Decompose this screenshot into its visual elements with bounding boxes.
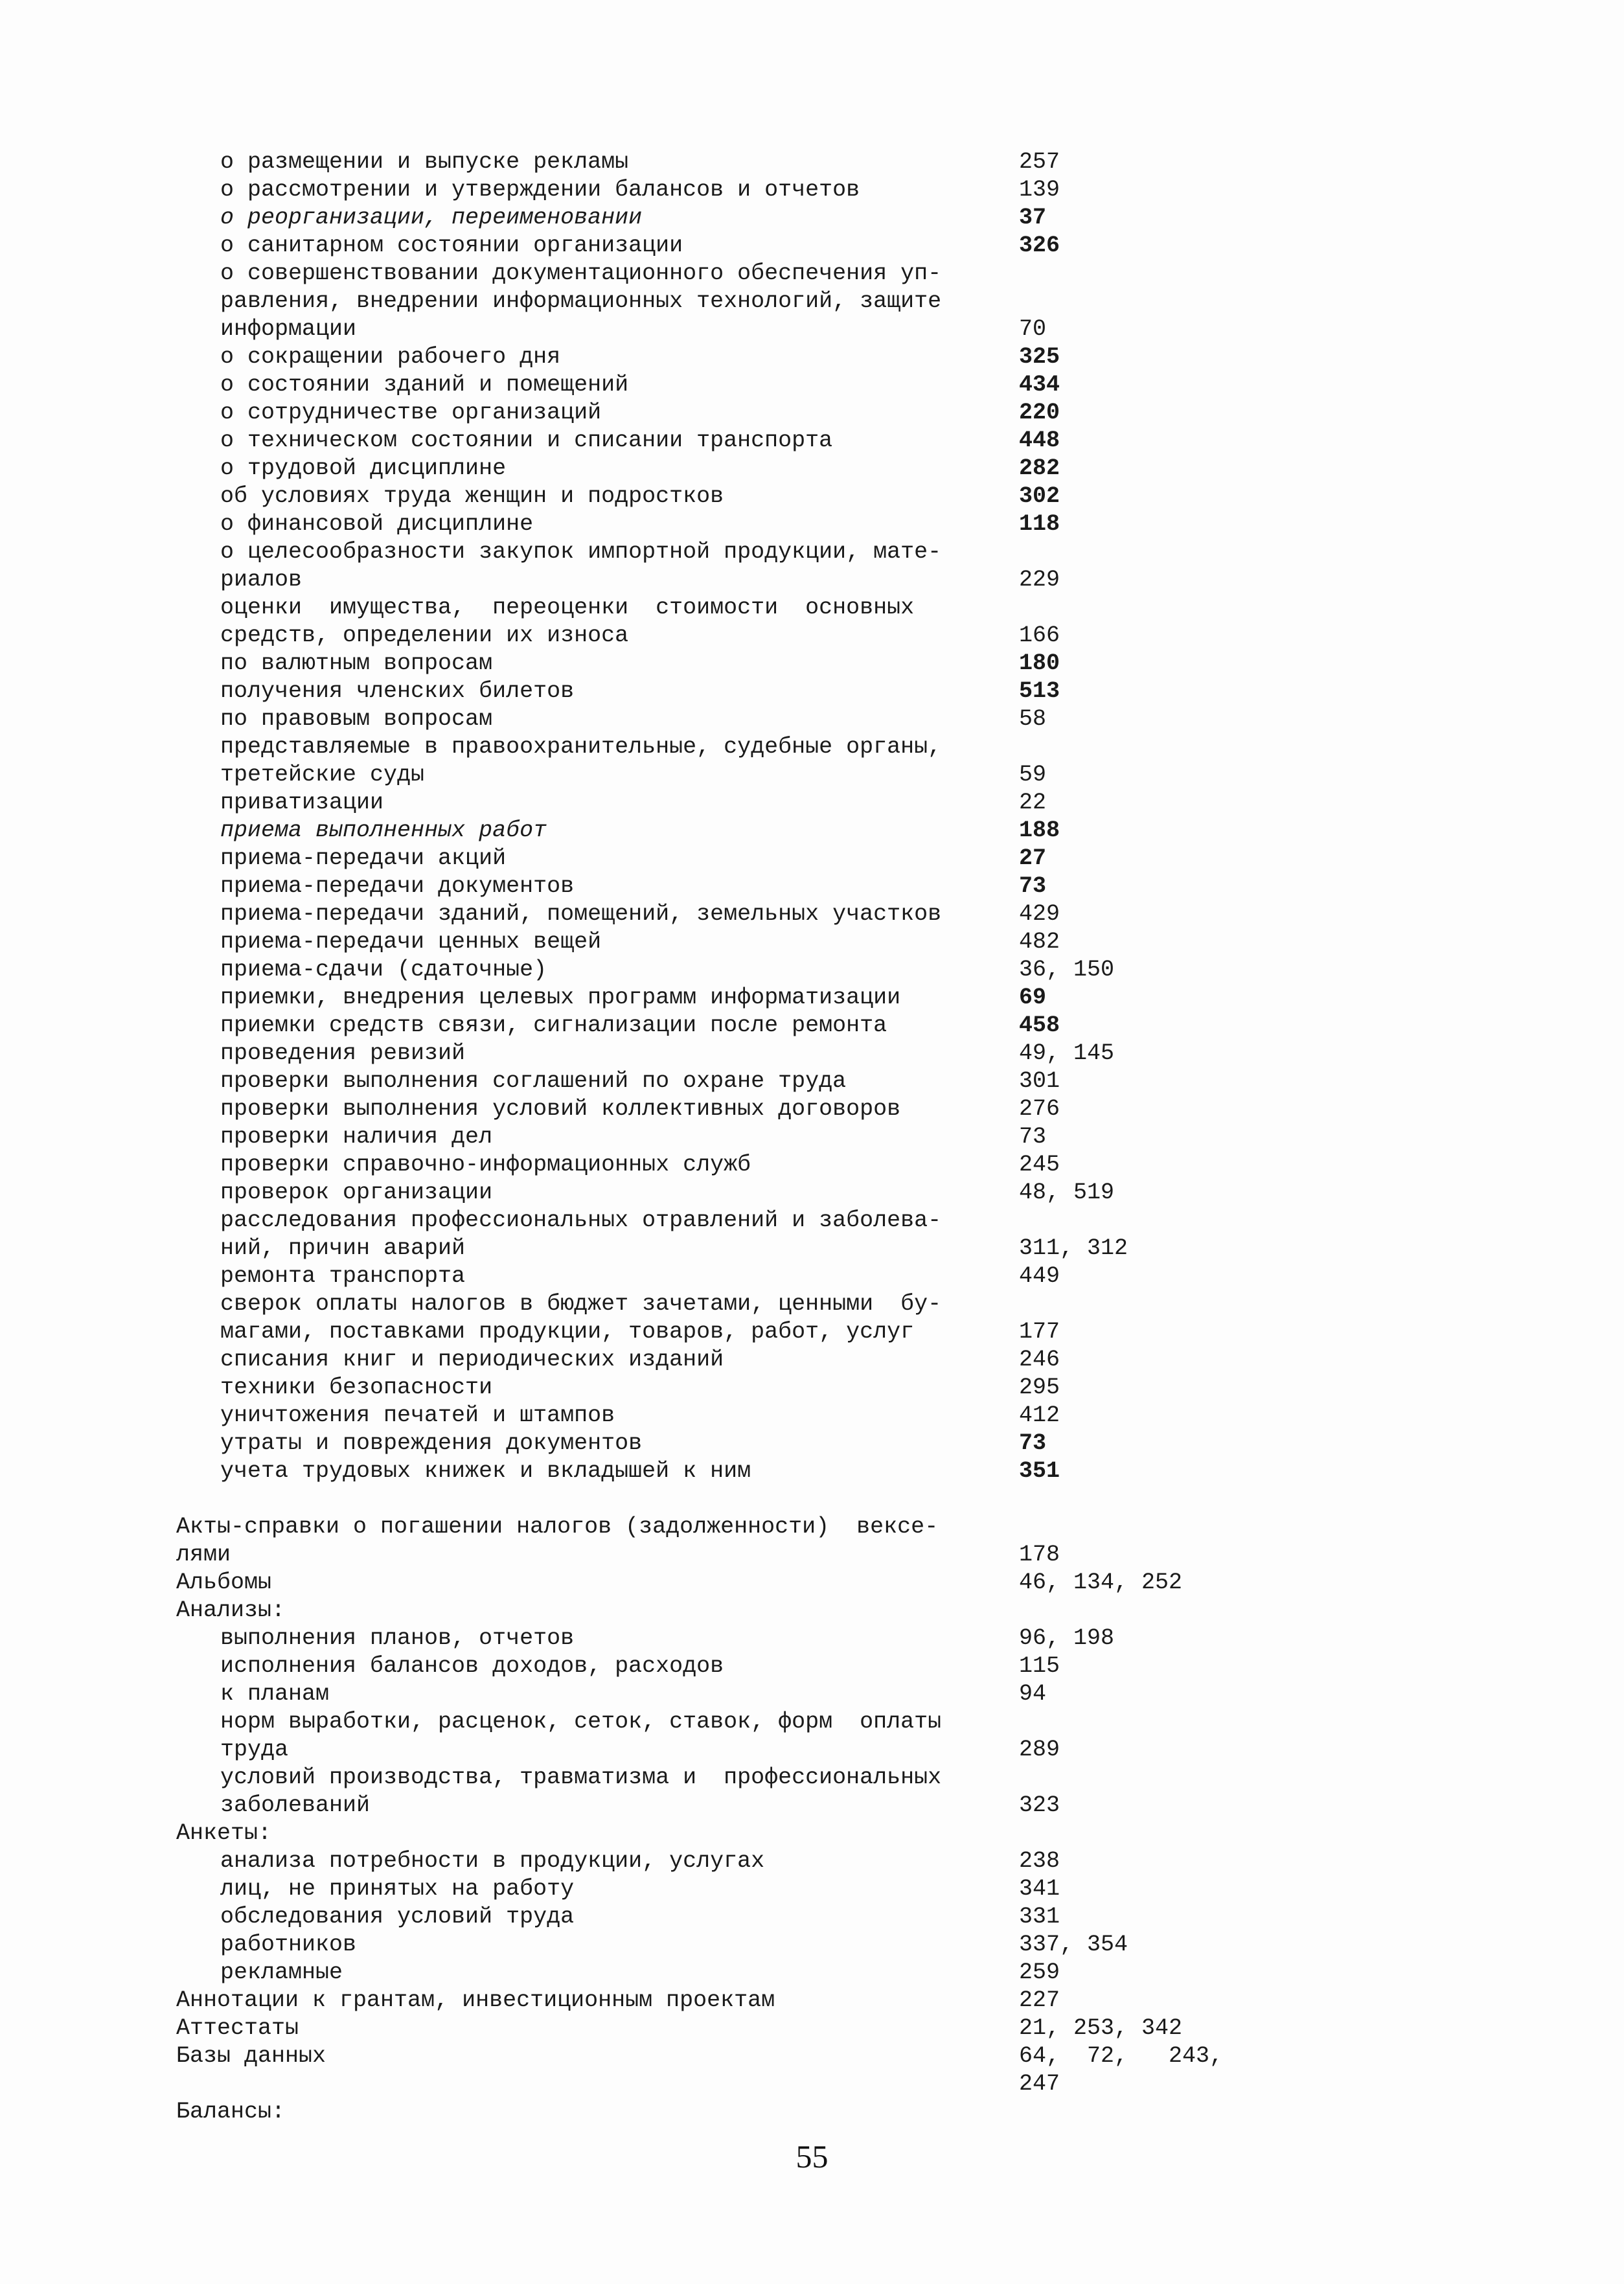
entry-pages: 27 <box>1019 845 1047 871</box>
entry-pages: 412 <box>1019 1402 1060 1428</box>
entry-term: условий производства, травматизма и профессиональных <box>220 1764 942 1790</box>
entry-pages: 351 <box>1019 1458 1060 1484</box>
entry-term: по валютным вопросам <box>220 650 493 676</box>
entry-pages: 326 <box>1019 233 1060 258</box>
entry-term: проверки выполнения условий коллективных договоров <box>220 1096 901 1122</box>
entry-term: о техническом состоянии и списании транспорта <box>220 428 833 453</box>
entry-pages: 37 <box>1019 205 1047 231</box>
entry-pages: 188 <box>1019 817 1060 843</box>
entry-term: о финансовой дисциплине <box>220 511 534 537</box>
entry-pages: 70 <box>1019 316 1047 342</box>
entry-term: к планам <box>220 1681 330 1707</box>
entry-term: о трудовой дисциплине <box>220 455 507 481</box>
entry-pages: 289 <box>1019 1737 1060 1763</box>
index-entry <box>0 1012 1624 1040</box>
index-entry <box>0 1151 1624 1179</box>
entry-pages: 434 <box>1019 372 1060 398</box>
entry-term: проведения ревизий <box>220 1040 466 1066</box>
entry-term: лями <box>176 1542 231 1568</box>
entry-term: о целесообразности закупок импортной продукции, мате- <box>220 539 942 565</box>
index-entry <box>0 1179 1624 1207</box>
entry-term: магами, поставками продукции, товаров, работ, услуг <box>220 1319 915 1345</box>
index-entry <box>0 1068 1624 1095</box>
entry-term: труда <box>220 1737 289 1763</box>
index-entry <box>0 1708 1624 1736</box>
index-entry <box>0 873 1624 900</box>
entry-term: Анкеты: <box>176 1820 272 1846</box>
entry-pages: 48, 519 <box>1019 1180 1115 1205</box>
entry-term: приемки, внедрения целевых программ информатизации <box>220 985 901 1011</box>
entry-term: утраты и повреждения документов <box>220 1430 643 1456</box>
entry-pages: 448 <box>1019 428 1060 453</box>
entry-pages: 449 <box>1019 1263 1060 1289</box>
index-entry <box>0 1903 1624 1931</box>
entry-term: проверки наличия дел <box>220 1124 493 1150</box>
index-entry <box>0 1290 1624 1318</box>
index-entry <box>0 1346 1624 1374</box>
index-entry <box>0 845 1624 873</box>
index-entry <box>0 343 1624 371</box>
entry-term: о сотрудничестве организаций <box>220 400 602 426</box>
index-entry <box>0 232 1624 260</box>
index-entry <box>0 399 1624 427</box>
entry-term: Анализы: <box>176 1597 286 1623</box>
entry-term: выполнения планов, отчетов <box>220 1625 575 1651</box>
index-entry <box>0 315 1624 343</box>
entry-pages: 295 <box>1019 1375 1060 1400</box>
entry-term: о рассмотрении и утверждении балансов и отчетов <box>220 177 860 203</box>
index-entry <box>0 1123 1624 1151</box>
entry-term: приема-передачи документов <box>220 873 575 899</box>
entry-term: Базы данных <box>176 2043 326 2069</box>
entry-pages: 49, 145 <box>1019 1040 1115 1066</box>
page-number: 55 <box>795 2138 829 2175</box>
index-entry <box>0 984 1624 1012</box>
entry-pages: 458 <box>1019 1012 1060 1038</box>
entry-pages: 229 <box>1019 567 1060 593</box>
index-entry <box>0 148 1624 176</box>
entry-pages: 46, 134, 252 <box>1019 1570 1183 1595</box>
index-entry <box>0 1262 1624 1290</box>
entry-term: проверки выполнения соглашений по охране труда <box>220 1068 847 1094</box>
index-entry <box>0 2098 1624 2126</box>
entry-term: ний, причин аварий <box>220 1235 466 1261</box>
index-entry <box>0 733 1624 761</box>
index-entry <box>0 1959 1624 1987</box>
entry-term: анализа потребности в продукции, услугах <box>220 1848 765 1874</box>
entry-pages: 247 <box>1019 2071 1060 2097</box>
index-entry <box>0 2042 1624 2070</box>
index-entry <box>0 1095 1624 1123</box>
entry-term: об условиях труда женщин и подростков <box>220 483 724 509</box>
entry-pages: 73 <box>1019 1430 1047 1456</box>
entry-term: средств, определении их износа <box>220 622 629 648</box>
entry-pages: 36, 150 <box>1019 957 1115 983</box>
index-entry <box>0 650 1624 678</box>
index-entry <box>0 1207 1624 1235</box>
entry-term: о сокращении рабочего дня <box>220 344 561 370</box>
entry-term: по правовым вопросам <box>220 706 493 732</box>
entry-term: рекламные <box>220 1959 343 1985</box>
index-entry <box>0 1652 1624 1680</box>
index-entry <box>0 1987 1624 2015</box>
entry-term: расследования профессиональных отравлений и заболева- <box>220 1207 942 1233</box>
index-entry <box>0 427 1624 455</box>
index-entry <box>0 1569 1624 1597</box>
entry-term: ремонта транспорта <box>220 1263 466 1289</box>
entry-pages: 276 <box>1019 1096 1060 1122</box>
entry-term: о санитарном состоянии организации <box>220 233 683 258</box>
index-entry <box>0 1457 1624 1485</box>
index-entry <box>0 1680 1624 1708</box>
entry-term: приемки средств связи, сигнализации после ремонта <box>220 1012 887 1038</box>
index-entry <box>0 1235 1624 1262</box>
index-entry <box>0 1597 1624 1625</box>
entry-term: информации <box>220 316 357 342</box>
entry-pages: 227 <box>1019 1987 1060 2013</box>
entry-pages: 73 <box>1019 1124 1047 1150</box>
index-entry <box>0 900 1624 928</box>
entry-pages: 429 <box>1019 901 1060 927</box>
entry-pages: 301 <box>1019 1068 1060 1094</box>
entry-pages: 246 <box>1019 1347 1060 1373</box>
index-entry <box>0 1847 1624 1875</box>
entry-term: приватизации <box>220 790 384 816</box>
entry-pages: 282 <box>1019 455 1060 481</box>
index-entry <box>0 510 1624 538</box>
entry-term: списания книг и периодических изданий <box>220 1347 724 1373</box>
entry-pages: 259 <box>1019 1959 1060 1985</box>
entry-pages: 180 <box>1019 650 1060 676</box>
entry-term: работников <box>220 1932 357 1958</box>
entry-term: Балансы: <box>176 2099 286 2125</box>
entry-term: исполнения балансов доходов, расходов <box>220 1653 724 1679</box>
index-entry <box>0 622 1624 650</box>
entry-pages: 115 <box>1019 1653 1060 1679</box>
index-entry <box>0 1374 1624 1402</box>
index-entry <box>0 455 1624 483</box>
index-entry <box>0 761 1624 789</box>
index-entry <box>0 1430 1624 1457</box>
entry-pages: 177 <box>1019 1319 1060 1345</box>
entry-pages: 139 <box>1019 177 1060 203</box>
entry-term: лиц, не принятых на работу <box>220 1876 575 1902</box>
entry-pages: 341 <box>1019 1876 1060 1902</box>
index-entry <box>0 1736 1624 1764</box>
index-entry <box>0 371 1624 399</box>
entry-pages: 64, 72, 243, <box>1019 2043 1224 2069</box>
entry-term: техники безопасности <box>220 1375 493 1400</box>
entry-term: получения членских билетов <box>220 678 575 704</box>
entry-term: учета трудовых книжек и вкладышей к ним <box>220 1458 751 1484</box>
entry-term: уничтожения печатей и штампов <box>220 1402 615 1428</box>
index-entry <box>0 956 1624 984</box>
index-entry <box>0 2070 1624 2098</box>
index-entry <box>0 1541 1624 1569</box>
entry-pages: 69 <box>1019 985 1047 1011</box>
index-entry <box>0 1875 1624 1903</box>
entry-pages: 323 <box>1019 1792 1060 1818</box>
index-entry <box>0 2015 1624 2042</box>
entry-term: о состоянии зданий и помещений <box>220 372 629 398</box>
index-entry <box>0 789 1624 817</box>
index-entry <box>0 1402 1624 1430</box>
index-entry <box>0 538 1624 566</box>
index-entry <box>0 1931 1624 1959</box>
index-entry <box>0 1040 1624 1068</box>
entry-pages: 166 <box>1019 622 1060 648</box>
index-entry <box>0 1318 1624 1346</box>
entry-pages: 325 <box>1019 344 1060 370</box>
entry-term: проверок организации <box>220 1180 493 1205</box>
entry-term: равления, внедрении информационных технологий, защите <box>220 288 942 314</box>
entry-pages: 220 <box>1019 400 1060 426</box>
entry-term: приема-передачи ценных вещей <box>220 929 602 955</box>
entry-pages: 238 <box>1019 1848 1060 1874</box>
entry-term: проверки справочно-информационных служб <box>220 1152 751 1178</box>
entry-term: Аннотации к грантам, инвестиционным проектам <box>176 1987 775 2013</box>
index-entry <box>0 288 1624 315</box>
entry-term: о размещении и выпуске рекламы <box>220 149 629 175</box>
entry-pages: 22 <box>1019 790 1047 816</box>
entry-term: норм выработки, расценок, сеток, ставок, форм оплаты <box>220 1709 942 1735</box>
entry-pages: 311, 312 <box>1019 1235 1128 1261</box>
entry-term: третейские суды <box>220 762 425 788</box>
entry-term: сверок оплаты налогов в бюджет зачетами, ценными бу- <box>220 1291 942 1317</box>
index-entry <box>0 817 1624 845</box>
entry-term: о реорганизации, переименовании <box>220 205 643 231</box>
entry-term: обследования условий труда <box>220 1904 575 1930</box>
entry-pages: 21, 253, 342 <box>1019 2015 1183 2041</box>
entry-pages: 73 <box>1019 873 1047 899</box>
entry-term: заболеваний <box>220 1792 371 1818</box>
index-entry <box>0 1513 1624 1541</box>
entry-term: Акты-справки о погашении налогов (задолженности) вексе- <box>176 1514 939 1540</box>
index-entry <box>0 566 1624 594</box>
entry-term: представляемые в правоохранительные, судебные органы, <box>220 734 942 760</box>
entry-term: приема-сдачи (сдаточные) <box>220 957 547 983</box>
entry-term: Аттестаты <box>176 2015 299 2041</box>
entry-term: приема-передачи зданий, помещений, земельных участков <box>220 901 942 927</box>
entry-pages: 337, 354 <box>1019 1932 1128 1958</box>
index-entry <box>0 260 1624 288</box>
index-entry <box>0 204 1624 232</box>
index-entry <box>0 678 1624 705</box>
index-entry <box>0 176 1624 204</box>
entry-pages: 59 <box>1019 762 1047 788</box>
entry-pages: 94 <box>1019 1681 1047 1707</box>
entry-term: о совершенствовании документационного обеспечения уп- <box>220 260 942 286</box>
entry-pages: 118 <box>1019 511 1060 537</box>
index-entry <box>0 1764 1624 1792</box>
entry-pages: 96, 198 <box>1019 1625 1115 1651</box>
index-entry <box>0 594 1624 622</box>
entry-pages: 257 <box>1019 149 1060 175</box>
index-entry <box>0 1792 1624 1820</box>
index-entry <box>0 1820 1624 1847</box>
entry-term: оценки имущества, переоценки стоимости основных <box>220 595 915 621</box>
entry-term: приема-передачи акций <box>220 845 507 871</box>
entry-pages: 482 <box>1019 929 1060 955</box>
entry-pages: 331 <box>1019 1904 1060 1930</box>
entry-pages: 513 <box>1019 678 1060 704</box>
index-entry <box>0 1625 1624 1652</box>
entry-pages: 178 <box>1019 1542 1060 1568</box>
entry-pages: 245 <box>1019 1152 1060 1178</box>
entry-term: приема выполненных работ <box>220 817 547 843</box>
index-entry <box>0 705 1624 733</box>
index-entry <box>0 483 1624 510</box>
entry-term: риалов <box>220 567 303 593</box>
index-entry <box>0 928 1624 956</box>
entry-pages: 302 <box>1019 483 1060 509</box>
entry-pages: 58 <box>1019 706 1047 732</box>
entry-term: Альбомы <box>176 1570 272 1595</box>
